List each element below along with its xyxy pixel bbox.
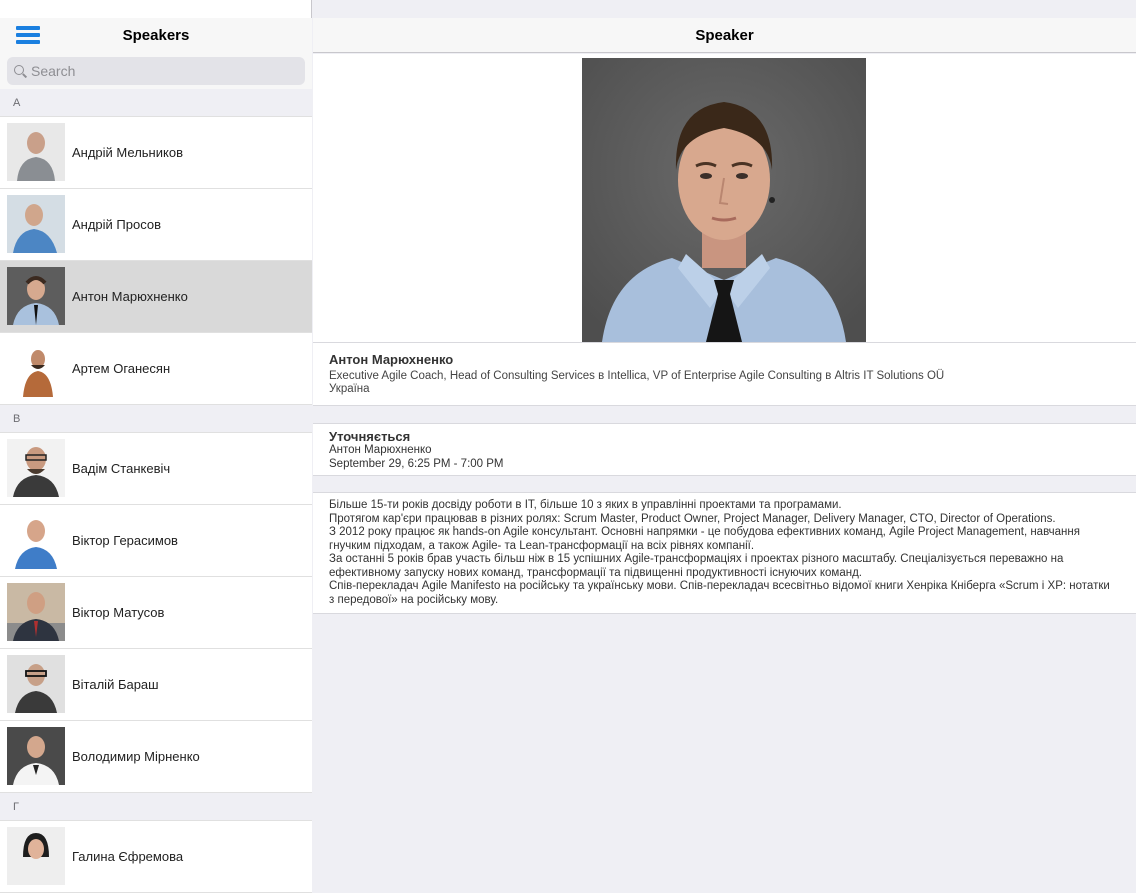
avatar — [7, 195, 65, 253]
talk-time: September 29, 6:25 PM - 7:00 PM — [329, 457, 504, 470]
talk-card[interactable] — [313, 423, 1136, 476]
section-header: А — [0, 89, 312, 117]
speaker-position: Executive Agile Coach, Head of Consulting Services в Intellica, VP of Enterprise Agile Consulting в Altris IT Solutions OÜ — [329, 370, 945, 382]
speaker-bio-card — [313, 492, 1136, 614]
speaker-info-card — [313, 342, 1136, 406]
speaker-name: Андрій Мельников — [72, 145, 183, 160]
bio-paragraph: З 2012 року працює як hands-on Agile консультант. Основні напрямки - це побудова ефективних команд, Agile Project Management, навчання гнучким підходам, а також Agile- та Lean-трансформації на всіх рівнях компанії. — [329, 526, 1080, 552]
section-header: Г — [0, 793, 312, 821]
speaker-name: Антон Марюхненко — [72, 289, 188, 304]
speaker-name: Володимир Мірненко — [72, 749, 200, 764]
speaker-row[interactable] — [0, 577, 312, 649]
search-input[interactable] — [31, 63, 291, 79]
speaker-row[interactable] — [0, 721, 312, 793]
bio-paragraph: За останні 5 років брав участь більш ніж в 15 успішних Agile-трансформаціях і проектах різного масштабу. Спеціалізується переважно на ефективному запуску нових команд, трансформації та підвищенні продуктивності існуючих команд. — [329, 553, 1064, 579]
avatar — [7, 339, 65, 397]
speaker-name: Віталій Бараш — [72, 677, 159, 692]
left-navbar — [0, 18, 312, 53]
avatar — [7, 439, 65, 497]
search-icon — [13, 64, 27, 78]
avatar — [7, 511, 65, 569]
speaker-row[interactable] — [0, 117, 312, 189]
speaker-row[interactable] — [0, 505, 312, 577]
speaker-row-selected[interactable] — [0, 261, 312, 333]
avatar — [7, 727, 65, 785]
search-bar — [0, 53, 312, 89]
bio-paragraph: Спів-перекладач Agile Manifesto на російську та українську мови. Спів-перекладач всесвітньо відомої книги Хенріка Кніберга «Scrum і XP: нотатки з передової» на російську мову. — [329, 580, 1110, 606]
speaker-row[interactable] — [0, 433, 312, 505]
speaker-name-heading: Антон Марюхненко — [329, 352, 454, 367]
speaker-name: Галина Єфремова — [72, 849, 184, 864]
speaker-row[interactable] — [0, 333, 312, 405]
avatar — [7, 827, 65, 885]
talk-title: Уточняється — [329, 429, 411, 444]
speaker-name: Андрій Просов — [72, 217, 162, 232]
speaker-list — [0, 89, 312, 893]
speaker-name: Віктор Матусов — [72, 605, 165, 620]
speaker-photo-container — [313, 54, 1136, 342]
speaker-name: Вадім Станкевіч — [72, 461, 171, 476]
speaker-name: Артем Оганесян — [72, 361, 171, 376]
avatar — [7, 583, 65, 641]
avatar — [7, 267, 65, 325]
talk-speaker: Антон Марюхненко — [329, 444, 432, 456]
avatar — [7, 655, 65, 713]
speaker-row[interactable] — [0, 821, 312, 893]
right-navbar — [313, 18, 1136, 53]
speaker-detail-panel — [313, 0, 1136, 852]
speaker-row[interactable] — [0, 189, 312, 261]
speaker-row[interactable] — [0, 649, 312, 721]
speaker-country: Україна — [329, 383, 370, 395]
bio-paragraph: Більше 15-ти років досвіду роботи в IT, більше 10 з яких в управлінні проектами та програмами. — [329, 499, 842, 511]
section-header: В — [0, 405, 312, 433]
speakers-list-panel — [0, 0, 312, 864]
search-box[interactable] — [7, 57, 305, 85]
right-panel-title: Speaker — [695, 27, 754, 44]
left-panel-title: Speakers — [122, 27, 190, 44]
bio-paragraph: Протягом кар'єри працював в різних ролях: Scrum Master, Product Owner, Project Manager, Delivery Manager, CTO, Director of Operations. — [329, 512, 1056, 525]
avatar — [7, 123, 65, 181]
speaker-name: Віктор Герасимов — [72, 533, 178, 548]
speaker-photo — [582, 58, 866, 342]
